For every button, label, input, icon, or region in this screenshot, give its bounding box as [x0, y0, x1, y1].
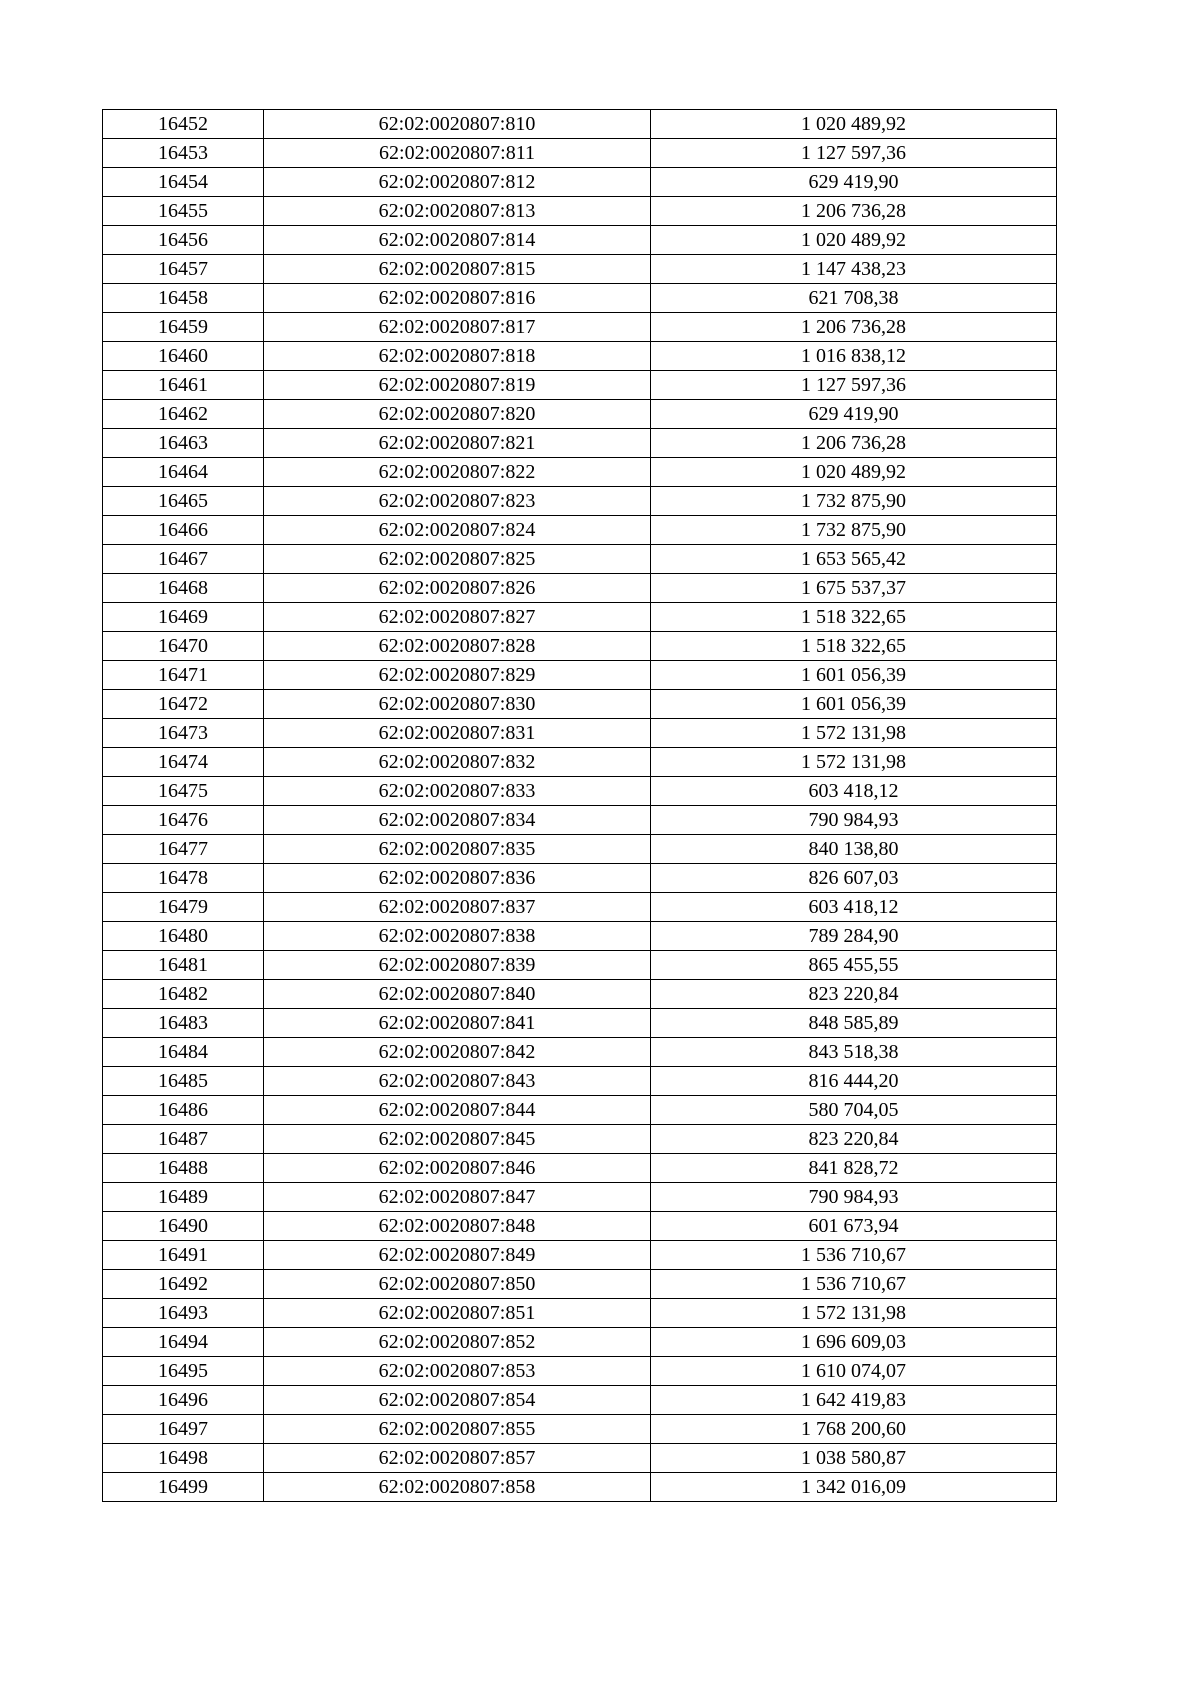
row-number-cell: 16491 — [103, 1241, 264, 1270]
row-number-cell: 16485 — [103, 1067, 264, 1096]
cadastral-value-cell: 1 127 597,36 — [651, 371, 1057, 400]
table-row — [103, 1125, 1057, 1154]
table-row — [103, 690, 1057, 719]
cadastral-number-cell: 62:02:0020807:853 — [264, 1357, 651, 1386]
cadastral-number-cell: 62:02:0020807:851 — [264, 1299, 651, 1328]
cadastral-number-cell: 62:02:0020807:850 — [264, 1270, 651, 1299]
cadastral-value-cell: 1 206 736,28 — [651, 429, 1057, 458]
cadastral-number-cell: 62:02:0020807:837 — [264, 893, 651, 922]
cadastral-value-cell: 1 732 875,90 — [651, 516, 1057, 545]
cadastral-value-cell: 843 518,38 — [651, 1038, 1057, 1067]
cadastral-number-cell: 62:02:0020807:828 — [264, 632, 651, 661]
cadastral-value-cell: 1 038 580,87 — [651, 1444, 1057, 1473]
table-row — [103, 458, 1057, 487]
cadastral-number-cell: 62:02:0020807:811 — [264, 139, 651, 168]
table-row — [103, 284, 1057, 313]
row-number-cell: 16469 — [103, 603, 264, 632]
row-number-cell: 16498 — [103, 1444, 264, 1473]
cadastral-value-cell: 840 138,80 — [651, 835, 1057, 864]
cadastral-number-cell: 62:02:0020807:826 — [264, 574, 651, 603]
row-number-cell: 16472 — [103, 690, 264, 719]
cadastral-number-cell: 62:02:0020807:815 — [264, 255, 651, 284]
cadastral-value-table — [102, 109, 1057, 1502]
row-number-cell: 16492 — [103, 1270, 264, 1299]
row-number-cell: 16497 — [103, 1415, 264, 1444]
cadastral-number-cell: 62:02:0020807:820 — [264, 400, 651, 429]
cadastral-value-cell: 1 518 322,65 — [651, 632, 1057, 661]
row-number-cell: 16479 — [103, 893, 264, 922]
table-row — [103, 1096, 1057, 1125]
table-row — [103, 516, 1057, 545]
table-body — [103, 110, 1057, 1502]
cadastral-number-cell: 62:02:0020807:836 — [264, 864, 651, 893]
cadastral-value-cell: 1 675 537,37 — [651, 574, 1057, 603]
table-row — [103, 1415, 1057, 1444]
row-number-cell: 16490 — [103, 1212, 264, 1241]
table-row — [103, 603, 1057, 632]
cadastral-value-cell: 580 704,05 — [651, 1096, 1057, 1125]
cadastral-number-cell: 62:02:0020807:838 — [264, 922, 651, 951]
row-number-cell: 16481 — [103, 951, 264, 980]
table-row — [103, 1328, 1057, 1357]
cadastral-value-cell: 1 206 736,28 — [651, 313, 1057, 342]
row-number-cell: 16480 — [103, 922, 264, 951]
table-row — [103, 1009, 1057, 1038]
table-row — [103, 545, 1057, 574]
cadastral-number-cell: 62:02:0020807:821 — [264, 429, 651, 458]
cadastral-number-cell: 62:02:0020807:819 — [264, 371, 651, 400]
cadastral-number-cell: 62:02:0020807:855 — [264, 1415, 651, 1444]
cadastral-value-cell: 1 020 489,92 — [651, 110, 1057, 139]
row-number-cell: 16489 — [103, 1183, 264, 1212]
table-row — [103, 1241, 1057, 1270]
cadastral-number-cell: 62:02:0020807:840 — [264, 980, 651, 1009]
cadastral-number-cell: 62:02:0020807:852 — [264, 1328, 651, 1357]
cadastral-value-cell: 603 418,12 — [651, 777, 1057, 806]
table-row — [103, 429, 1057, 458]
cadastral-number-cell: 62:02:0020807:832 — [264, 748, 651, 777]
cadastral-value-cell: 629 419,90 — [651, 168, 1057, 197]
row-number-cell: 16464 — [103, 458, 264, 487]
table-row — [103, 255, 1057, 284]
row-number-cell: 16456 — [103, 226, 264, 255]
cadastral-number-cell: 62:02:0020807:843 — [264, 1067, 651, 1096]
cadastral-value-cell: 823 220,84 — [651, 980, 1057, 1009]
cadastral-value-cell: 823 220,84 — [651, 1125, 1057, 1154]
cadastral-value-cell: 1 572 131,98 — [651, 1299, 1057, 1328]
table-row — [103, 893, 1057, 922]
table-row — [103, 487, 1057, 516]
cadastral-number-cell: 62:02:0020807:814 — [264, 226, 651, 255]
cadastral-number-cell: 62:02:0020807:829 — [264, 661, 651, 690]
cadastral-value-cell: 1 342 016,09 — [651, 1473, 1057, 1502]
cadastral-value-cell: 1 147 438,23 — [651, 255, 1057, 284]
row-number-cell: 16467 — [103, 545, 264, 574]
cadastral-value-cell: 1 572 131,98 — [651, 748, 1057, 777]
cadastral-value-cell: 1 732 875,90 — [651, 487, 1057, 516]
cadastral-number-cell: 62:02:0020807:833 — [264, 777, 651, 806]
row-number-cell: 16495 — [103, 1357, 264, 1386]
cadastral-number-cell: 62:02:0020807:810 — [264, 110, 651, 139]
row-number-cell: 16476 — [103, 806, 264, 835]
cadastral-value-cell: 1 536 710,67 — [651, 1241, 1057, 1270]
cadastral-number-cell: 62:02:0020807:844 — [264, 1096, 651, 1125]
cadastral-number-cell: 62:02:0020807:817 — [264, 313, 651, 342]
cadastral-number-cell: 62:02:0020807:857 — [264, 1444, 651, 1473]
cadastral-value-cell: 1 020 489,92 — [651, 226, 1057, 255]
cadastral-value-cell: 1 610 074,07 — [651, 1357, 1057, 1386]
row-number-cell: 16487 — [103, 1125, 264, 1154]
table-row — [103, 1299, 1057, 1328]
cadastral-number-cell: 62:02:0020807:830 — [264, 690, 651, 719]
cadastral-number-cell: 62:02:0020807:835 — [264, 835, 651, 864]
table-row — [103, 835, 1057, 864]
cadastral-number-cell: 62:02:0020807:813 — [264, 197, 651, 226]
row-number-cell: 16462 — [103, 400, 264, 429]
row-number-cell: 16463 — [103, 429, 264, 458]
row-number-cell: 16493 — [103, 1299, 264, 1328]
cadastral-value-cell: 1 536 710,67 — [651, 1270, 1057, 1299]
table-row — [103, 806, 1057, 835]
table-row — [103, 922, 1057, 951]
row-number-cell: 16466 — [103, 516, 264, 545]
cadastral-number-cell: 62:02:0020807:847 — [264, 1183, 651, 1212]
row-number-cell: 16474 — [103, 748, 264, 777]
cadastral-value-cell: 789 284,90 — [651, 922, 1057, 951]
cadastral-number-cell: 62:02:0020807:839 — [264, 951, 651, 980]
table-row — [103, 1270, 1057, 1299]
cadastral-value-cell: 1 127 597,36 — [651, 139, 1057, 168]
table-row — [103, 168, 1057, 197]
cadastral-number-cell: 62:02:0020807:822 — [264, 458, 651, 487]
row-number-cell: 16452 — [103, 110, 264, 139]
cadastral-value-cell: 601 673,94 — [651, 1212, 1057, 1241]
table-row — [103, 1067, 1057, 1096]
cadastral-value-cell: 1 016 838,12 — [651, 342, 1057, 371]
cadastral-value-cell: 1 601 056,39 — [651, 690, 1057, 719]
cadastral-number-cell: 62:02:0020807:846 — [264, 1154, 651, 1183]
row-number-cell: 16499 — [103, 1473, 264, 1502]
cadastral-number-cell: 62:02:0020807:825 — [264, 545, 651, 574]
table-row — [103, 371, 1057, 400]
row-number-cell: 16482 — [103, 980, 264, 1009]
row-number-cell: 16486 — [103, 1096, 264, 1125]
cadastral-number-cell: 62:02:0020807:818 — [264, 342, 651, 371]
row-number-cell: 16465 — [103, 487, 264, 516]
cadastral-value-cell: 790 984,93 — [651, 1183, 1057, 1212]
table-row — [103, 574, 1057, 603]
table-row — [103, 980, 1057, 1009]
row-number-cell: 16483 — [103, 1009, 264, 1038]
table-row — [103, 719, 1057, 748]
row-number-cell: 16484 — [103, 1038, 264, 1067]
table-row — [103, 139, 1057, 168]
cadastral-number-cell: 62:02:0020807:842 — [264, 1038, 651, 1067]
cadastral-number-cell: 62:02:0020807:849 — [264, 1241, 651, 1270]
cadastral-number-cell: 62:02:0020807:827 — [264, 603, 651, 632]
cadastral-value-cell: 629 419,90 — [651, 400, 1057, 429]
table-row — [103, 748, 1057, 777]
table-row — [103, 777, 1057, 806]
row-number-cell: 16477 — [103, 835, 264, 864]
table-row — [103, 1154, 1057, 1183]
cadastral-value-cell: 1 768 200,60 — [651, 1415, 1057, 1444]
cadastral-number-cell: 62:02:0020807:834 — [264, 806, 651, 835]
table-row — [103, 400, 1057, 429]
table-row — [103, 1473, 1057, 1502]
table-row — [103, 197, 1057, 226]
table-row — [103, 1038, 1057, 1067]
cadastral-number-cell: 62:02:0020807:845 — [264, 1125, 651, 1154]
cadastral-number-cell: 62:02:0020807:816 — [264, 284, 651, 313]
cadastral-number-cell: 62:02:0020807:848 — [264, 1212, 651, 1241]
table-row — [103, 1386, 1057, 1415]
cadastral-value-cell: 1 696 609,03 — [651, 1328, 1057, 1357]
row-number-cell: 16494 — [103, 1328, 264, 1357]
row-number-cell: 16475 — [103, 777, 264, 806]
row-number-cell: 16488 — [103, 1154, 264, 1183]
cadastral-value-cell: 603 418,12 — [651, 893, 1057, 922]
cadastral-value-cell: 1 572 131,98 — [651, 719, 1057, 748]
cadastral-value-cell: 1 518 322,65 — [651, 603, 1057, 632]
cadastral-number-cell: 62:02:0020807:812 — [264, 168, 651, 197]
cadastral-value-cell: 1 206 736,28 — [651, 197, 1057, 226]
row-number-cell: 16460 — [103, 342, 264, 371]
table-row — [103, 1212, 1057, 1241]
cadastral-value-cell: 841 828,72 — [651, 1154, 1057, 1183]
cadastral-number-cell: 62:02:0020807:823 — [264, 487, 651, 516]
table-row — [103, 864, 1057, 893]
table-row — [103, 1183, 1057, 1212]
row-number-cell: 16458 — [103, 284, 264, 313]
cadastral-number-cell: 62:02:0020807:831 — [264, 719, 651, 748]
table-row — [103, 342, 1057, 371]
row-number-cell: 16453 — [103, 139, 264, 168]
table-row — [103, 632, 1057, 661]
row-number-cell: 16454 — [103, 168, 264, 197]
table-row — [103, 313, 1057, 342]
row-number-cell: 16470 — [103, 632, 264, 661]
cadastral-value-cell: 1 642 419,83 — [651, 1386, 1057, 1415]
row-number-cell: 16471 — [103, 661, 264, 690]
cadastral-value-cell: 1 601 056,39 — [651, 661, 1057, 690]
table-row — [103, 110, 1057, 139]
cadastral-value-cell: 621 708,38 — [651, 284, 1057, 313]
row-number-cell: 16457 — [103, 255, 264, 284]
row-number-cell: 16473 — [103, 719, 264, 748]
cadastral-value-cell: 1 020 489,92 — [651, 458, 1057, 487]
row-number-cell: 16455 — [103, 197, 264, 226]
cadastral-number-cell: 62:02:0020807:858 — [264, 1473, 651, 1502]
cadastral-value-cell: 848 585,89 — [651, 1009, 1057, 1038]
cadastral-value-cell: 826 607,03 — [651, 864, 1057, 893]
row-number-cell: 16468 — [103, 574, 264, 603]
row-number-cell: 16496 — [103, 1386, 264, 1415]
cadastral-value-cell: 1 653 565,42 — [651, 545, 1057, 574]
cadastral-value-cell: 816 444,20 — [651, 1067, 1057, 1096]
table-row — [103, 951, 1057, 980]
row-number-cell: 16459 — [103, 313, 264, 342]
row-number-cell: 16478 — [103, 864, 264, 893]
table-row — [103, 1357, 1057, 1386]
cadastral-value-cell: 865 455,55 — [651, 951, 1057, 980]
cadastral-number-cell: 62:02:0020807:841 — [264, 1009, 651, 1038]
cadastral-number-cell: 62:02:0020807:824 — [264, 516, 651, 545]
cadastral-value-cell: 790 984,93 — [651, 806, 1057, 835]
table-row — [103, 661, 1057, 690]
cadastral-number-cell: 62:02:0020807:854 — [264, 1386, 651, 1415]
row-number-cell: 16461 — [103, 371, 264, 400]
table-row — [103, 1444, 1057, 1473]
table-row — [103, 226, 1057, 255]
